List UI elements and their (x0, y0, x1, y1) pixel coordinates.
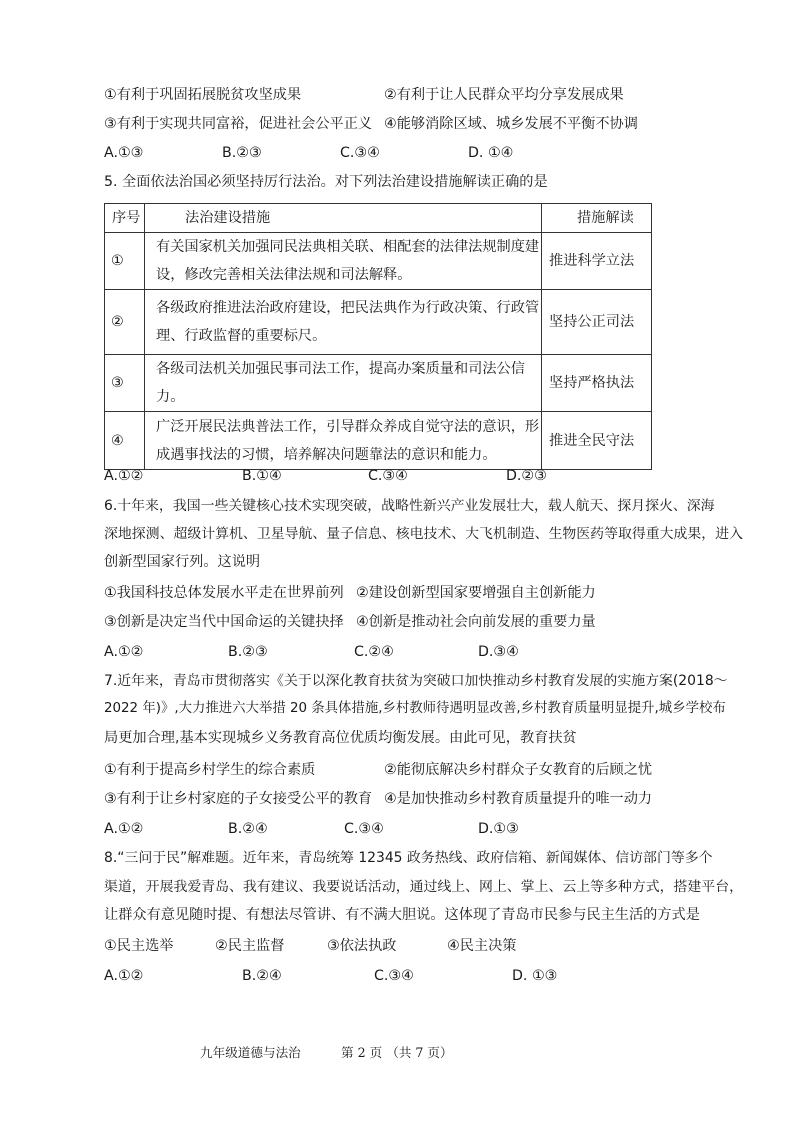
q5-stem: 5. 全面依法治国必须坚持厉行法治。对下列法治建设措施解读正确的是 (104, 174, 548, 190)
q8-stem-line-2: 渠道，开展我爱青岛、我有建议、我要说话活动，通过线上、网上、掌上、云上等多种方式，搭建平台， (104, 879, 743, 895)
header-measure: 法治建设措施 (145, 204, 542, 233)
q8-choice-c: C.③④ (374, 968, 414, 984)
q6-choice-d: D.③④ (478, 644, 519, 660)
q8-stem-line-1: 8.“三问于民”解难题。近年来，青岛统筹 12345 政务热线、政府信箱、新闻媒体、信访部门等多个 (104, 850, 713, 866)
q8-option-3: ③依法执政 (327, 938, 397, 954)
q6-stem-line-3: 创新型国家行列。这说明 (104, 554, 261, 570)
row-number: ① (105, 233, 145, 290)
q5-measures-table (104, 203, 652, 470)
header-interpretation: 措施解读 (542, 204, 652, 233)
table-header-row (105, 204, 652, 233)
table-row (105, 412, 652, 470)
q7-option-4: ④是加快推动乡村教育质量提升的唯一动力 (384, 791, 653, 807)
q4-choice-b: B.②③ (222, 145, 262, 161)
q7-option-2: ②能彻底解决乡村群众子女教育的后顾之忧 (384, 762, 653, 778)
q4-choice-c: C.③④ (340, 145, 380, 161)
row-number: ④ (105, 412, 145, 470)
q6-choice-a: A.①② (104, 644, 144, 660)
q6-stem-line-2: 深地探测、超级计算机、卫星导航、量子信息、核电技术、大飞机制造、生物医药等取得重大成果，进入 (104, 526, 743, 542)
table-row (105, 290, 652, 355)
row-interpretation: 坚持严格执法 (542, 355, 652, 412)
row-number: ② (105, 290, 145, 355)
q7-stem-line-3: 局更加合理,基本实现城乡义务教育高位优质均衡发展。由此可见，教育扶贫 (104, 730, 577, 746)
row-interpretation: 推进科学立法 (542, 233, 652, 290)
q4-option-4: ④能够消除区域、城乡发展不平衡不协调 (384, 116, 638, 132)
footer-subject: 九年级道德与法治 (200, 1045, 301, 1060)
q4-choice-a: A.①③ (104, 145, 144, 161)
table-row (105, 233, 652, 290)
q6-option-4: ④创新是推动社会向前发展的重要力量 (356, 614, 596, 630)
q4-option-2: ②有利于让人民群众平均分享发展成果 (384, 87, 624, 103)
q7-stem-line-1: 7.近年来，青岛市贯彻落实《关于以深化教育扶贫为突破口加快推动乡村教育发展的实施方案(2018～ (104, 673, 728, 689)
measure-line: 各级政府推进法治政府建设，把民法典作为行政决策、行政管 (156, 300, 540, 316)
measure-line: 各级司法机关加强民事司法工作，提高办案质量和司法公信力。 (156, 361, 525, 405)
q8-option-1: ①民主选举 (104, 938, 174, 954)
q7-choice-d: D.①③ (478, 821, 519, 837)
table-row (105, 355, 652, 412)
row-measure (145, 412, 542, 470)
header-number: 序号 (105, 204, 145, 233)
row-number: ③ (105, 355, 145, 412)
q4-option-1: ①有利于巩固拓展脱贫攻坚成果 (104, 87, 302, 103)
q4-option-3: ③有利于实现共同富裕，促进社会公平正义 (104, 116, 373, 132)
q8-choice-d: D. ①③ (512, 968, 558, 984)
row-measure (145, 233, 542, 290)
measure-line: 设，修改完善相关法律法规和司法解释。 (156, 267, 412, 283)
q8-stem-line-3: 让群众有意见随时提、有想法尽管讲、有不满大胆说。这体现了青岛市民参与民主生活的方式是 (104, 907, 700, 923)
measure-line: 广泛开展民法典普法工作，引导群众养成自觉守法的意识，形 (156, 418, 540, 435)
q5-choice-a: A.①② (104, 468, 144, 484)
measure-line: 理、行政监督的重要标尺。 (156, 328, 327, 344)
q6-option-2: ②建设创新型国家要增强自主创新能力 (356, 585, 596, 601)
q7-choice-c: C.③④ (344, 821, 384, 837)
q7-choice-b: B.②④ (228, 821, 268, 837)
q6-stem-line-1: 6.十年来，我国一些关键核心技术实现突破，战略性新兴产业发展壮大，载人航天、探月探火、深海 (104, 498, 715, 514)
q6-option-3: ③创新是决定当代中国命运的关键抉择 (104, 614, 344, 630)
row-interpretation: 坚持公正司法 (542, 290, 652, 355)
q8-option-4: ④民主决策 (447, 938, 517, 954)
row-interpretation: 推进全民守法 (542, 412, 652, 470)
row-measure (145, 290, 542, 355)
footer-page-number: 第 2 页 （共 7 页） (341, 1045, 453, 1060)
q7-option-3: ③有利于让乡村家庭的子女接受公平的教育 (104, 791, 373, 807)
q6-choice-b: B.②③ (228, 644, 268, 660)
q5-choice-c: C.③④ (368, 468, 408, 484)
q8-choice-a: A.①② (104, 968, 144, 984)
q6-choice-c: C.②④ (354, 644, 394, 660)
q7-choice-a: A.①② (104, 821, 144, 837)
measure-line: 成遇事找法的习惯，培养解决问题靠法的意识和能力。 (156, 446, 497, 463)
q4-choice-d: D. ①④ (468, 145, 514, 161)
measure-line: 有关国家机关加强同民法典相关联、相配套的法律法规制度建 (156, 239, 540, 255)
q5-choice-d: D.②③ (506, 468, 547, 484)
q6-option-1: ①我国科技总体发展水平走在世界前列 (104, 585, 344, 601)
row-measure (145, 355, 542, 412)
q5-choice-b: B.①④ (242, 468, 282, 484)
q7-option-1: ①有利于提高乡村学生的综合素质 (104, 762, 316, 778)
q7-stem-line-2: 2022 年)》,大力推进六大举措 20 条具体措施,乡村教师待遇明显改善,乡村教育质量明显提升,城乡学校布 (104, 701, 726, 716)
q8-option-2: ②民主监督 (215, 938, 285, 954)
q8-choice-b: B.②④ (242, 968, 282, 984)
